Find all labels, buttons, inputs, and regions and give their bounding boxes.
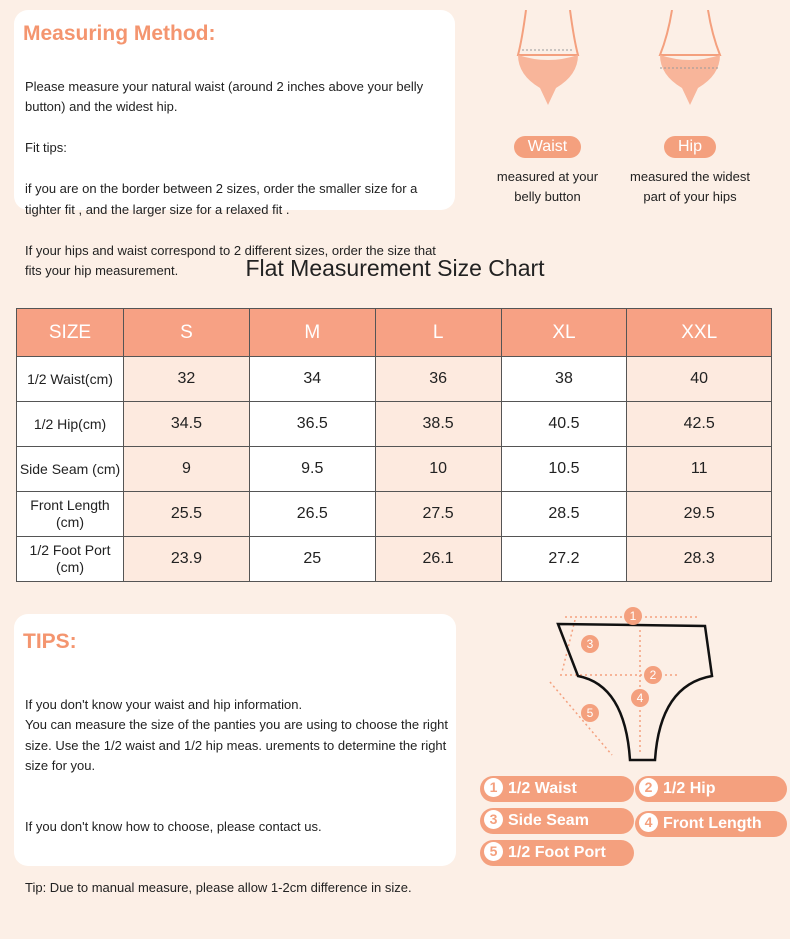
row-label: Front Length (cm) (17, 492, 124, 537)
table-cell: 36 (375, 357, 501, 402)
table-cell: 32 (124, 357, 250, 402)
panty-diagram (520, 600, 730, 765)
legend-item (635, 776, 787, 802)
table-cell: 26.1 (375, 537, 501, 582)
table-cell: 42.5 (627, 402, 772, 447)
tips-text (25, 674, 450, 939)
diagram-number-label: 1 (629, 609, 637, 623)
row-label: Side Seam (cm) (17, 447, 124, 492)
size-chart-title: Flat Measurement Size Chart (245, 255, 545, 281)
diagram-number-label: 3 (586, 637, 594, 651)
legend-label: 1/2 Waist (508, 780, 577, 797)
table-row (17, 357, 772, 402)
table-cell: 38.5 (375, 402, 501, 447)
tips-paragraph: Tip: Due to manual measure, please allow 1-2cm difference in size. (25, 880, 412, 895)
legend-label: Front Length (663, 815, 762, 832)
table-cell: 34.5 (124, 402, 250, 447)
number-badge-icon: 5 (484, 842, 503, 861)
method-line: Please measure your natural waist (around 2 inches above your belly button) and the widest hip. (25, 78, 424, 114)
table-cell: 38 (501, 357, 627, 402)
tips-paragraph: If you don't know how to choose, please contact us. (25, 819, 322, 834)
table-row (17, 492, 772, 537)
table-row (17, 447, 772, 492)
table-cell: 9 (124, 447, 250, 492)
table-cell: 25.5 (124, 492, 250, 537)
diagram-number-label: 5 (586, 706, 594, 720)
hip-body-icon (650, 10, 730, 130)
size-header-xl: XL (501, 309, 627, 357)
legend-item (635, 811, 787, 837)
table-cell: 28.5 (501, 492, 627, 537)
row-label: 1/2 Foot Port (cm) (17, 537, 124, 582)
number-badge-icon: 1 (484, 778, 503, 797)
waist-body-icon (508, 10, 588, 130)
legend-label: 1/2 Hip (663, 780, 716, 797)
number-badge-icon: 2 (639, 778, 658, 797)
legend-label: Side Seam (508, 812, 589, 829)
waist-caption: measured at your belly button (496, 169, 599, 204)
method-line: If your hips and waist correspond to 2 different sizes, order the size that fits your hip measurement. (25, 242, 436, 278)
number-badge-icon: 4 (639, 813, 658, 832)
waist-figure (490, 10, 605, 207)
tips-paragraph: If you don't know your waist and hip information. You can measure the size of the panties you are using to choose the right size. Use the 1/2 waist and 1/2 hip meas. urements to determine the right size for you. (25, 696, 449, 773)
table-cell: 10 (375, 447, 501, 492)
size-chart-table (16, 308, 772, 582)
table-cell: 23.9 (124, 537, 250, 582)
number-badge-icon: 3 (484, 810, 503, 829)
method-line: Fit tips: (25, 140, 67, 155)
table-cell: 9.5 (249, 447, 375, 492)
table-cell: 28.3 (627, 537, 772, 582)
measuring-method-title: Measuring Method: (23, 22, 216, 45)
tips-card (14, 614, 456, 895)
table-cell: 34 (249, 357, 375, 402)
method-line: if you are on the border between 2 sizes, order the smaller size for a tighter fit , and the larger size for a relaxed fit . (25, 181, 418, 217)
hip-caption: measured the widest part of your hips (630, 169, 750, 204)
hip-figure (625, 10, 755, 207)
hip-label: Hip (664, 136, 716, 158)
row-label: 1/2 Waist(cm) (17, 357, 124, 402)
size-header-l: L (375, 309, 501, 357)
diagram-number-label: 4 (636, 691, 644, 705)
size-header-label: SIZE (17, 309, 124, 357)
legend-item (480, 808, 634, 834)
legend-label: 1/2 Foot Port (508, 844, 606, 861)
table-cell: 26.5 (249, 492, 375, 537)
table-cell: 11 (627, 447, 772, 492)
table-cell: 40.5 (501, 402, 627, 447)
size-header-m: M (249, 309, 375, 357)
size-header-xxl: XXL (627, 309, 772, 357)
legend-item (480, 840, 634, 866)
table-row (17, 402, 772, 447)
table-cell: 10.5 (501, 447, 627, 492)
size-header-s: S (124, 309, 250, 357)
table-header-row (17, 309, 772, 357)
tips-title: TIPS: (23, 630, 77, 653)
waist-label: Waist (514, 136, 581, 158)
diagram-number-label: 2 (649, 668, 657, 682)
table-cell: 29.5 (627, 492, 772, 537)
table-cell: 36.5 (249, 402, 375, 447)
table-cell: 25 (249, 537, 375, 582)
table-cell: 27.5 (375, 492, 501, 537)
table-cell: 27.2 (501, 537, 627, 582)
row-label: 1/2 Hip(cm) (17, 402, 124, 447)
table-cell: 40 (627, 357, 772, 402)
table-row (17, 537, 772, 582)
legend-item (480, 776, 634, 802)
